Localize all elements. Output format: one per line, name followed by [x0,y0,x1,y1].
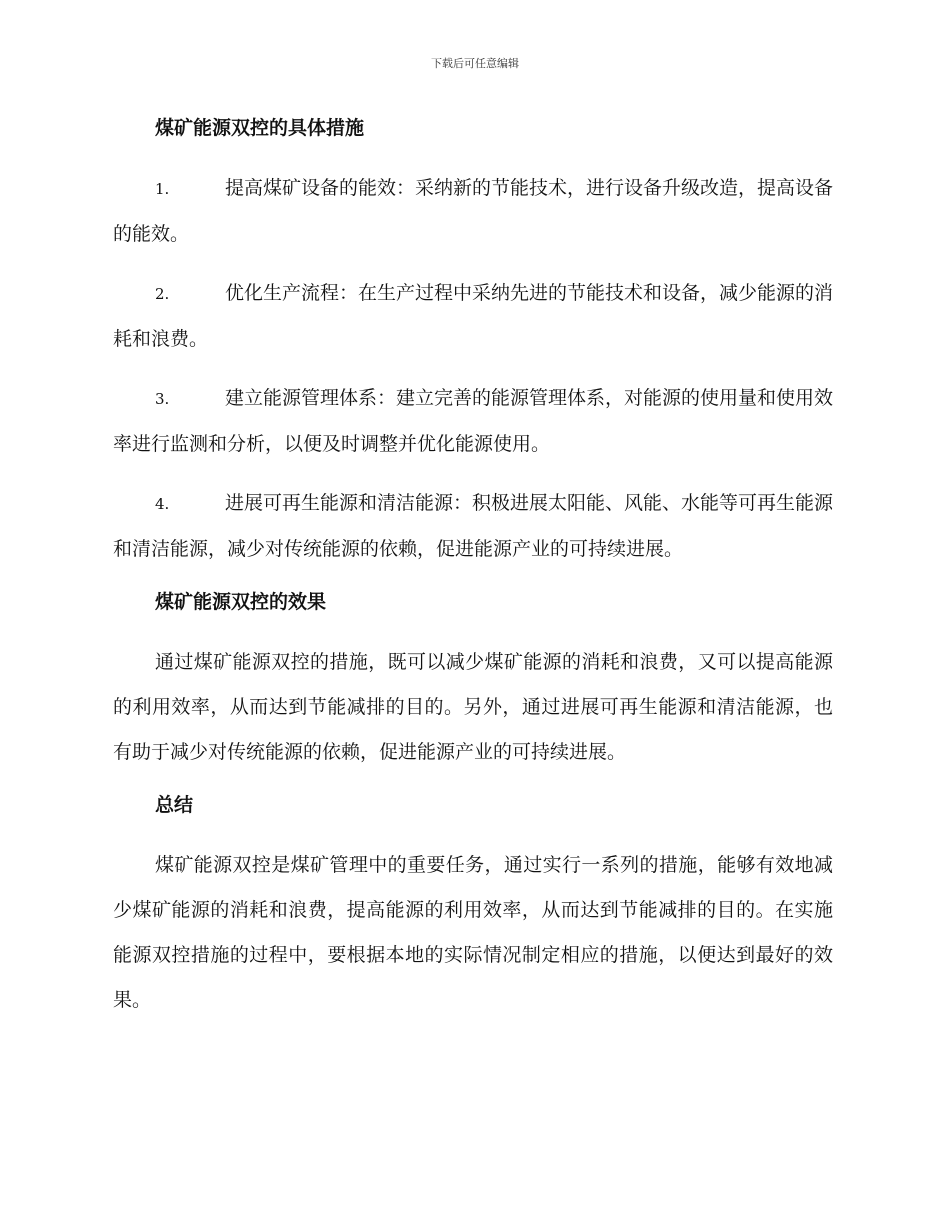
list-item [113,166,833,257]
section-summary [113,789,833,1023]
list-number: 2. [155,285,170,303]
section-effects [113,586,833,775]
list-number: 3. [155,390,170,408]
list-item [113,481,833,572]
document-body [113,112,833,1037]
body-paragraph: 煤矿能源双控是煤矿管理中的重要任务，通过实行一系列的措施，能够有效地减少煤矿能源的消耗和浪费，提高能源的利用效率，从而达到节能减排的目的。在实施能源双控措施的过程中，要根据本地的实际情况制定相应的措施，以便达到最好的效果。 [113,854,833,1011]
list-number: 1. [155,180,170,198]
section-heading: 总结 [155,794,194,816]
section-heading: 煤矿能源双控的具体措施 [155,117,365,139]
list-text: 提高煤矿设备的能效：采纳新的节能技术，进行设备升级改造，提高设备的能效。 [113,177,834,245]
list-text: 建立能源管理体系：建立完善的能源管理体系，对能源的使用量和使用效率进行监测和分析，以便及时调整并优化能源使用。 [113,387,834,455]
section-measures [113,112,833,572]
list-text: 优化生产流程：在生产过程中采纳先进的节能技术和设备，减少能源的消耗和浪费。 [113,282,834,350]
body-paragraph: 通过煤矿能源双控的措施，既可以减少煤矿能源的消耗和浪费，又可以提高能源的利用效率，从而达到节能减排的目的。另外，通过进展可再生能源和清洁能源，也有助于减少对传统能源的依赖，促进能源产业的可持续进展。 [113,651,833,763]
list-item [113,376,833,467]
page-header: 下载后可任意编辑 [431,57,519,70]
list-text: 进展可再生能源和清洁能源：积极进展太阳能、风能、水能等可再生能源和清洁能源，减少对传统能源的依赖，促进能源产业的可持续进展。 [113,492,834,560]
list-item [113,271,833,362]
section-heading: 煤矿能源双控的效果 [155,591,327,613]
list-number: 4. [155,495,170,513]
